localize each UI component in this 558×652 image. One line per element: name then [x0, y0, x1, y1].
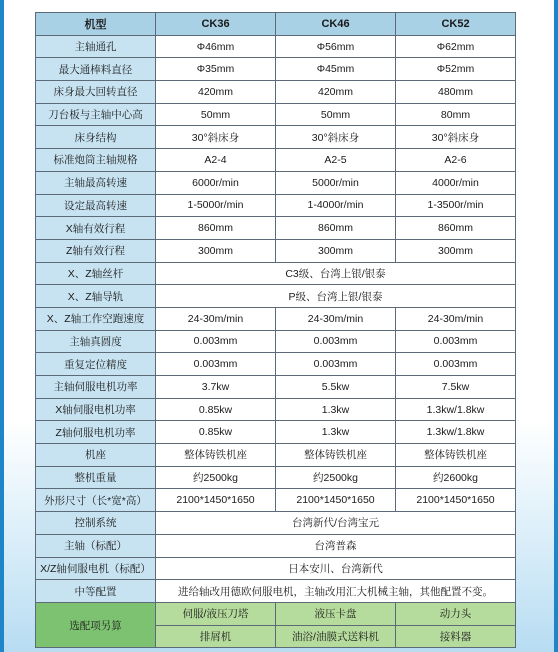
spec-value: 0.85kw: [156, 421, 276, 444]
spec-row: [36, 103, 516, 126]
spec-value: 860mm: [396, 217, 516, 240]
spec-value: 0.003mm: [276, 330, 396, 353]
spec-value: 整体铸铁机座: [276, 444, 396, 467]
spec-label: X、Z轴工作空跑速度: [36, 307, 156, 330]
spec-value: 1.3kw: [276, 421, 396, 444]
spec-row: [36, 285, 516, 308]
spec-value: Φ52mm: [396, 58, 516, 81]
spec-value-merged: 进给轴改用德欧伺服电机，主轴改用汇大机械主轴，其他配置不变。: [156, 580, 516, 603]
spec-value: 5.5kw: [276, 376, 396, 399]
header-ck36: CK36: [156, 13, 276, 36]
spec-row: [36, 353, 516, 376]
spec-label: 重复定位精度: [36, 353, 156, 376]
spec-row: [36, 58, 516, 81]
spec-row: [36, 149, 516, 172]
spec-value: 30°斜床身: [396, 126, 516, 149]
spec-value: 300mm: [396, 239, 516, 262]
spec-label: 机座: [36, 444, 156, 467]
left-edge-bar: [0, 0, 4, 652]
spec-value: 860mm: [276, 217, 396, 240]
spec-label: 外形尺寸（长*宽*高）: [36, 489, 156, 512]
spec-value: 0.85kw: [156, 398, 276, 421]
right-edge-bar: [554, 0, 558, 652]
spec-table: [35, 12, 516, 648]
spec-row: [36, 444, 516, 467]
spec-value: 30°斜床身: [156, 126, 276, 149]
spec-value: 2100*1450*1650: [276, 489, 396, 512]
spec-label: 主轴真圆度: [36, 330, 156, 353]
spec-value: 300mm: [276, 239, 396, 262]
spec-label: 设定最高转速: [36, 194, 156, 217]
spec-value: 1.3kw: [276, 398, 396, 421]
spec-value: 1-4000r/min: [276, 194, 396, 217]
spec-value: 约2500kg: [276, 466, 396, 489]
spec-label: 标准炮筒主轴规格: [36, 149, 156, 172]
spec-value: 300mm: [156, 239, 276, 262]
spec-value: 0.003mm: [396, 353, 516, 376]
spec-value: 5000r/min: [276, 171, 396, 194]
spec-value: 30°斜床身: [276, 126, 396, 149]
spec-row: [36, 512, 516, 535]
spec-label: Z轴伺服电机功率: [36, 421, 156, 444]
spec-value-merged: P级、台湾上银/银泰: [156, 285, 516, 308]
spec-value-merged: C3级、台湾上银/银泰: [156, 262, 516, 285]
spec-label: 主轴伺服电机功率: [36, 376, 156, 399]
spec-value: 50mm: [276, 103, 396, 126]
options-row-1: [36, 602, 516, 625]
spec-value-merged: 台湾新代/台湾宝元: [156, 512, 516, 535]
option-cell: 动力头: [396, 602, 516, 625]
option-cell: 液压卡盘: [276, 602, 396, 625]
spec-row: [36, 217, 516, 240]
spec-label: X轴伺服电机功率: [36, 398, 156, 421]
spec-value: 0.003mm: [396, 330, 516, 353]
spec-label: 控制系统: [36, 512, 156, 535]
spec-value: 约2500kg: [156, 466, 276, 489]
header-row: [36, 13, 516, 36]
spec-label: 主轴最高转速: [36, 171, 156, 194]
spec-value: 420mm: [156, 81, 276, 104]
spec-row: [36, 421, 516, 444]
spec-value: Φ35mm: [156, 58, 276, 81]
spec-value: 1.3kw/1.8kw: [396, 398, 516, 421]
option-cell: 排屑机: [156, 625, 276, 648]
header-model-label: 机型: [36, 13, 156, 36]
option-cell: 伺服/液压刀塔: [156, 602, 276, 625]
spec-value-merged: 台湾普森: [156, 534, 516, 557]
spec-value: A2-6: [396, 149, 516, 172]
spec-row: [36, 580, 516, 603]
spec-value: 860mm: [156, 217, 276, 240]
spec-value: 1-3500r/min: [396, 194, 516, 217]
spec-value: Φ62mm: [396, 35, 516, 58]
spec-value: 1-5000r/min: [156, 194, 276, 217]
spec-row: [36, 126, 516, 149]
spec-row: [36, 239, 516, 262]
spec-label: 床身最大回转直径: [36, 81, 156, 104]
spec-label: X、Z轴丝杆: [36, 262, 156, 285]
options-label: 选配项另算: [36, 602, 156, 647]
spec-row: [36, 398, 516, 421]
spec-value: 1.3kw/1.8kw: [396, 421, 516, 444]
spec-value: Φ56mm: [276, 35, 396, 58]
spec-value: 50mm: [156, 103, 276, 126]
spec-label: 中等配置: [36, 580, 156, 603]
spec-value: Φ45mm: [276, 58, 396, 81]
spec-row: [36, 35, 516, 58]
spec-label: 主轴通孔: [36, 35, 156, 58]
spec-value: 2100*1450*1650: [156, 489, 276, 512]
spec-row: [36, 466, 516, 489]
spec-value: 0.003mm: [276, 353, 396, 376]
spec-body: [36, 35, 516, 602]
spec-row: [36, 171, 516, 194]
spec-row: [36, 489, 516, 512]
spec-row: [36, 557, 516, 580]
spec-value: 480mm: [396, 81, 516, 104]
spec-value: 0.003mm: [156, 330, 276, 353]
option-cell: 接料器: [396, 625, 516, 648]
spec-value: 24-30m/min: [156, 307, 276, 330]
spec-label: Z轴有效行程: [36, 239, 156, 262]
spec-value: 24-30m/min: [396, 307, 516, 330]
spec-value: 4000r/min: [396, 171, 516, 194]
option-cell: 油浴/油膜式送料机: [276, 625, 396, 648]
spec-row: [36, 81, 516, 104]
spec-value: 整体铸铁机座: [156, 444, 276, 467]
spec-value: 3.7kw: [156, 376, 276, 399]
spec-label: 最大通棒料直径: [36, 58, 156, 81]
options-body: [36, 602, 516, 647]
spec-value: A2-5: [276, 149, 396, 172]
spec-value: 7.5kw: [396, 376, 516, 399]
spec-row: [36, 534, 516, 557]
spec-row: [36, 330, 516, 353]
spec-label: 刀台板与主轴中心高: [36, 103, 156, 126]
spec-value-merged: 日本安川、台湾新代: [156, 557, 516, 580]
spec-value: 80mm: [396, 103, 516, 126]
spec-value: A2-4: [156, 149, 276, 172]
spec-row: [36, 376, 516, 399]
spec-value: 24-30m/min: [276, 307, 396, 330]
spec-label: X轴有效行程: [36, 217, 156, 240]
spec-value: 整体铸铁机座: [396, 444, 516, 467]
spec-value: 6000r/min: [156, 171, 276, 194]
spec-value: 约2600kg: [396, 466, 516, 489]
spec-value: Φ46mm: [156, 35, 276, 58]
spec-value: 420mm: [276, 81, 396, 104]
spec-label: X/Z轴伺服电机（标配）: [36, 557, 156, 580]
spec-value: 0.003mm: [156, 353, 276, 376]
spec-value: 2100*1450*1650: [396, 489, 516, 512]
spec-label: 主轴（标配）: [36, 534, 156, 557]
header-ck52: CK52: [396, 13, 516, 36]
spec-row: [36, 194, 516, 217]
header-ck46: CK46: [276, 13, 396, 36]
spec-row: [36, 307, 516, 330]
spec-row: [36, 262, 516, 285]
spec-label: X、Z轴导轨: [36, 285, 156, 308]
spec-label: 整机重量: [36, 466, 156, 489]
spec-label: 床身结构: [36, 126, 156, 149]
